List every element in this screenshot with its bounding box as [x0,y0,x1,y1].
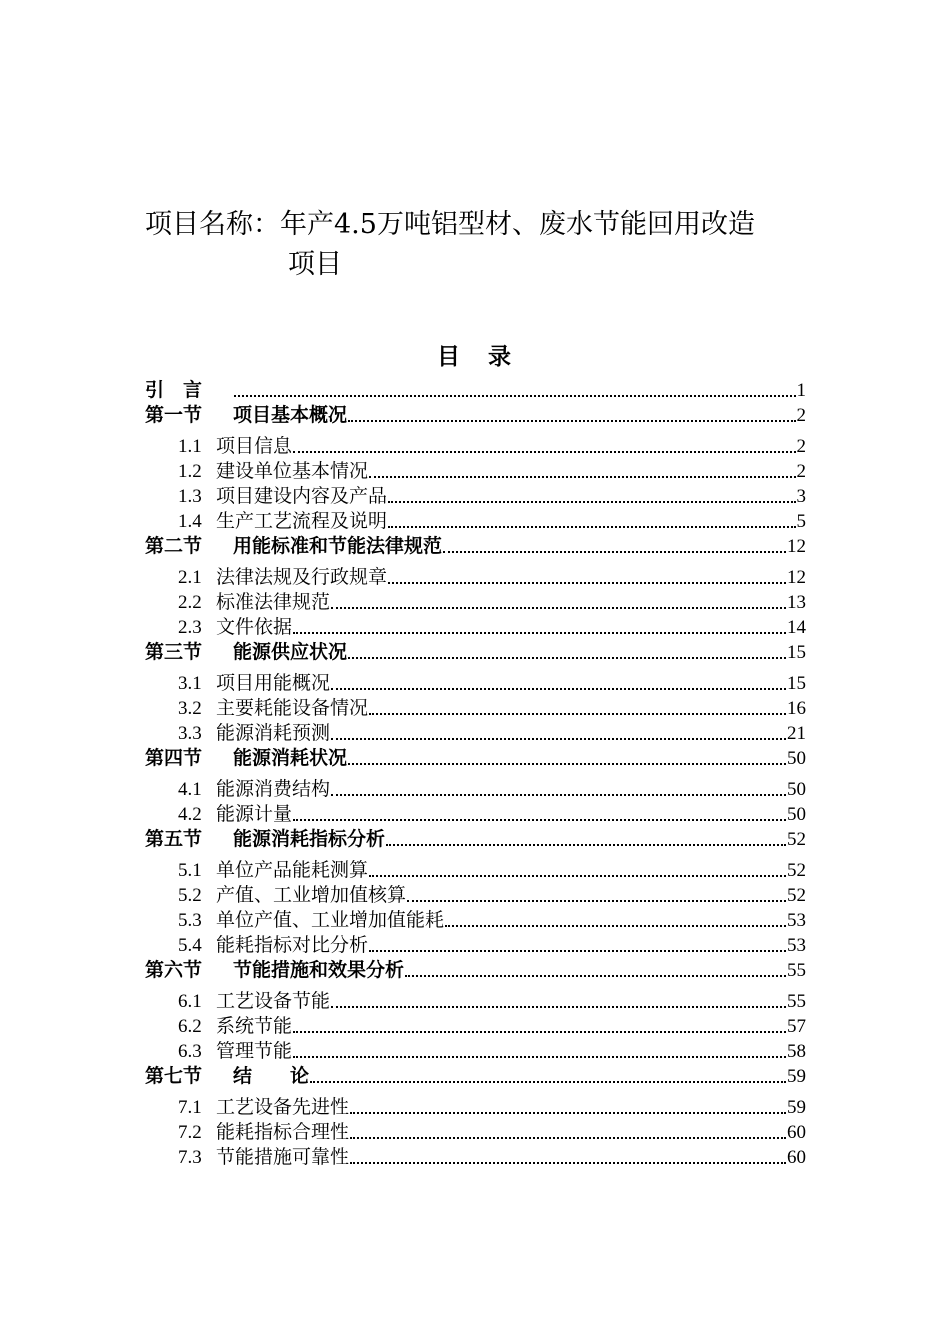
toc-entry-page: 15 [787,642,806,663]
toc-leader-dots [369,950,786,952]
toc-section-entry[interactable] [145,483,806,508]
toc-entry-page: 59 [787,1097,806,1118]
toc-entry-label: 生产工艺流程及说明 [216,511,388,532]
toc-entry-page: 50 [787,748,806,769]
toc-leader-dots [310,1081,786,1083]
toc-chapter-entry[interactable] [145,745,806,770]
toc-leader-dots [350,1137,786,1139]
toc-section-entry[interactable] [145,932,806,957]
toc-entry-page: 52 [787,860,806,881]
toc-entry-page: 21 [787,723,806,744]
toc-entry-number: 第五节 [145,829,203,850]
project-name-line1: 年产4.5万吨铝型材、废水节能回用改造 [280,209,755,240]
toc-entry-page: 50 [787,804,806,825]
toc-entry-number: 引 言 [145,380,203,401]
toc-entry-page: 12 [787,567,806,588]
toc-leader-dots [348,657,786,659]
toc-leader-dots [331,794,786,796]
toc-section-entry[interactable] [145,988,806,1013]
toc-section-entry[interactable] [145,776,806,801]
toc-entry-number: 3.1 [178,673,202,694]
toc-entry-label: 能源消耗状况 [233,748,348,769]
toc-entry-number: 1.2 [178,461,202,482]
toc-entry-number: 1.4 [178,511,202,532]
toc-entry-label: 项目用能概况 [216,673,331,694]
toc-leader-dots [407,900,786,902]
toc-section-entry[interactable] [145,1144,806,1169]
toc-entry-label: 能源消耗指标分析 [233,829,386,850]
toc-section-entry[interactable] [145,801,806,826]
toc-entry-label: 法律法规及行政规章 [216,567,388,588]
toc-leader-dots [369,476,795,478]
toc-section-entry[interactable] [145,857,806,882]
toc-chapter-entry[interactable] [145,826,806,851]
toc-leader-dots [234,395,796,397]
toc-chapter-entry[interactable] [145,957,806,982]
toc-entry-number: 5.3 [178,910,202,931]
project-title [145,205,825,285]
toc-entry-label: 管理节能 [216,1041,293,1062]
toc-entry-label: 单位产品能耗测算 [216,860,369,881]
toc-section-entry[interactable] [145,458,806,483]
toc-leader-dots [445,925,786,927]
toc-leader-dots [331,738,786,740]
toc-heading-part2: 录 [488,343,513,370]
toc-entry-page: 12 [787,536,806,557]
toc-leader-dots [293,1056,786,1058]
toc-entry-page: 2 [796,436,806,457]
table-of-contents [145,377,806,1169]
toc-entry-number: 3.3 [178,723,202,744]
toc-chapter-entry[interactable] [145,377,806,402]
toc-chapter-entry[interactable] [145,402,806,427]
toc-leader-dots [331,1006,786,1008]
toc-entry-page: 2 [796,461,806,482]
toc-entry-number: 1.3 [178,486,202,507]
toc-section-entry[interactable] [145,1038,806,1063]
toc-section-entry[interactable] [145,564,806,589]
toc-leader-dots [369,875,786,877]
toc-entry-label: 节能措施和效果分析 [233,960,405,981]
toc-entry-number: 第二节 [145,536,203,557]
toc-entry-number: 6.2 [178,1016,202,1037]
toc-section-entry[interactable] [145,695,806,720]
toc-section-entry[interactable] [145,1119,806,1144]
toc-entry-page: 16 [787,698,806,719]
toc-entry-number: 第六节 [145,960,203,981]
toc-entry-label: 节能措施可靠性 [216,1147,350,1168]
toc-leader-dots [293,451,795,453]
toc-leader-dots [369,713,786,715]
toc-chapter-entry[interactable] [145,639,806,664]
toc-leader-dots [350,1162,786,1164]
toc-entry-number: 7.1 [178,1097,202,1118]
toc-entry-number: 第七节 [145,1066,203,1087]
toc-entry-page: 57 [787,1016,806,1037]
toc-leader-dots [293,1031,786,1033]
toc-entry-number: 2.2 [178,592,202,613]
toc-entry-number: 第四节 [145,748,203,769]
toc-leader-dots [388,582,786,584]
toc-entry-number: 第三节 [145,642,203,663]
toc-entry-number: 5.1 [178,860,202,881]
toc-entry-label: 建设单位基本情况 [216,461,369,482]
toc-entry-page: 59 [787,1066,806,1087]
toc-entry-page: 55 [787,960,806,981]
toc-leader-dots [388,501,795,503]
toc-leader-dots [443,551,786,553]
toc-heading-part1: 目 [437,343,462,370]
toc-leader-dots [331,607,786,609]
toc-entry-label: 系统节能 [216,1016,293,1037]
project-title-line1 [145,205,825,245]
toc-section-entry[interactable] [145,433,806,458]
toc-leader-dots [293,819,786,821]
toc-leader-dots [388,526,795,528]
toc-section-entry[interactable] [145,720,806,745]
toc-section-entry[interactable] [145,882,806,907]
toc-entry-page: 52 [787,885,806,906]
toc-entry-label: 能源供应状况 [233,642,348,663]
toc-section-entry[interactable] [145,614,806,639]
toc-entry-label: 能源消费结构 [216,779,331,800]
toc-entry-page: 55 [787,991,806,1012]
toc-chapter-entry[interactable] [145,533,806,558]
toc-entry-page: 3 [796,486,806,507]
toc-entry-page: 5 [796,511,806,532]
toc-entry-label: 能源计量 [216,804,293,825]
toc-entry-page: 2 [796,405,806,426]
toc-leader-dots [348,763,786,765]
toc-entry-number: 5.4 [178,935,202,956]
toc-heading [0,338,950,371]
toc-section-entry[interactable] [145,907,806,932]
toc-entry-page: 53 [787,910,806,931]
toc-entry-page: 60 [787,1147,806,1168]
toc-section-entry[interactable] [145,670,806,695]
toc-entry-page: 52 [787,829,806,850]
toc-entry-page: 14 [787,617,806,638]
toc-leader-dots [348,420,795,422]
toc-entry-label: 工艺设备先进性 [216,1097,350,1118]
toc-entry-number: 2.1 [178,567,202,588]
toc-entry-page: 50 [787,779,806,800]
toc-entry-number: 6.1 [178,991,202,1012]
toc-entry-number: 第一节 [145,405,203,426]
toc-entry-page: 58 [787,1041,806,1062]
toc-entry-number: 4.2 [178,804,202,825]
toc-entry-page: 60 [787,1122,806,1143]
toc-entry-label: 项目信息 [216,436,293,457]
toc-entry-label: 能耗指标合理性 [216,1122,350,1143]
toc-entry-number: 7.3 [178,1147,202,1168]
toc-leader-dots [331,688,786,690]
toc-section-entry[interactable] [145,508,806,533]
toc-leader-dots [350,1112,786,1114]
toc-section-entry[interactable] [145,1094,806,1119]
toc-entry-page: 15 [787,673,806,694]
toc-entry-label: 主要耗能设备情况 [216,698,369,719]
toc-entry-page: 53 [787,935,806,956]
toc-section-entry[interactable] [145,1013,806,1038]
toc-entry-page: 13 [787,592,806,613]
toc-leader-dots [293,632,786,634]
toc-entry-label: 工艺设备节能 [216,991,331,1012]
toc-entry-label: 产值、工业增加值核算 [216,885,407,906]
toc-entry-number: 7.2 [178,1122,202,1143]
toc-leader-dots [405,975,786,977]
toc-entry-label: 能耗指标对比分析 [216,935,369,956]
toc-entry-label: 文件依据 [216,617,293,638]
toc-leader-dots [386,844,786,846]
toc-entry-number: 5.2 [178,885,202,906]
toc-entry-label: 项目基本概况 [233,405,348,426]
toc-entry-number: 6.3 [178,1041,202,1062]
toc-entry-number: 4.1 [178,779,202,800]
toc-entry-label: 标准法律规范 [216,592,331,613]
toc-section-entry[interactable] [145,589,806,614]
project-label: 项目名称： [145,209,280,240]
project-name-line2: 项目 [288,249,342,280]
toc-entry-number: 3.2 [178,698,202,719]
toc-entry-label: 能源消耗预测 [216,723,331,744]
toc-entry-label: 用能标准和节能法律规范 [233,536,443,557]
toc-entry-label: 结 论 [233,1066,310,1087]
toc-entry-number: 2.3 [178,617,202,638]
toc-entry-label: 单位产值、工业增加值能耗 [216,910,445,931]
toc-chapter-entry[interactable] [145,1063,806,1088]
toc-entry-label: 项目建设内容及产品 [216,486,388,507]
toc-entry-number: 1.1 [178,436,202,457]
toc-entry-page: 1 [796,380,806,401]
